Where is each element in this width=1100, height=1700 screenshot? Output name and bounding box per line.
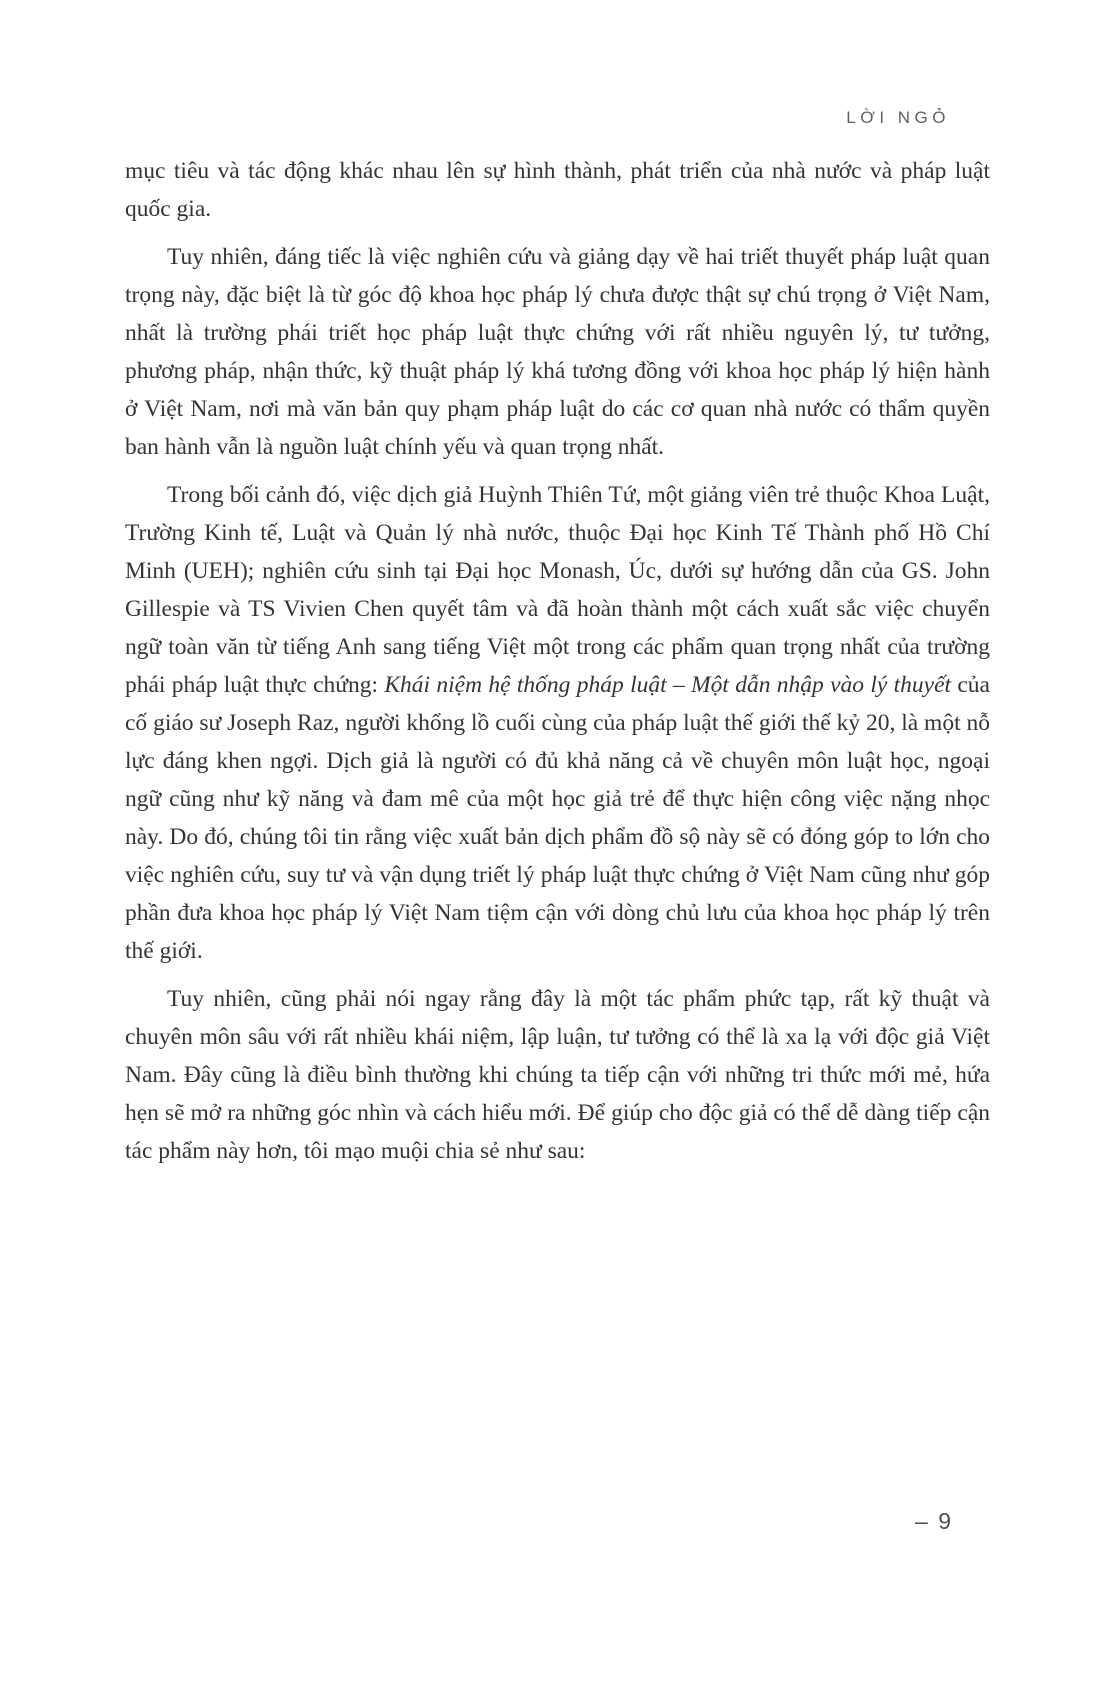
paragraph-4: Tuy nhiên, cũng phải nói ngay rằng đây là một tác phẩm phức tạp, rất kỹ thuật và chuyên môn sâu với rất nhiều khái niệm, lập luận, tư tưởng có thể là xa lạ với độc giả Việt Nam. Đây cũng là điều bình thường khi chúng ta tiếp cận với những tri thức mới mẻ, hứa hẹn sẽ mở ra những góc nhìn và cách hiểu mới. Để giúp cho độc giả có thể dễ dàng tiếp cận tác phẩm này hơn, tôi mạo muội chia sẻ như sau: bbox=[125, 986, 990, 1164]
paragraph-continuation: mục tiêu và tác động khác nhau lên sự hình thành, phát triển của nhà nước và pháp luật quốc gia. bbox=[125, 158, 990, 222]
body-text bbox=[125, 152, 990, 1180]
paragraph-3-text-after: của cố giáo sư Joseph Raz, người khổng lồ cuối cùng của pháp luật thế giới thế kỷ 20, là một nỗ lực đáng khen ngợi. Dịch giả là người có đủ khả năng cả về chuyên môn luật học, ngoại ngữ cũng như kỹ năng và đam mê của một học giả trẻ để thực hiện công việc nặng nhọc này. Do đó, chúng tôi tin rằng việc xuất bản dịch phẩm đồ sộ này sẽ có đóng góp to lớn cho việc nghiên cứu, suy tư và vận dụng triết lý pháp luật thực chứng ở Việt Nam cũng như góp phần đưa khoa học pháp lý Việt Nam tiệm cận với dòng chủ lưu của khoa học pháp lý trên thế giới. bbox=[125, 672, 990, 964]
paragraph-3-text-before: Trong bối cảnh đó, việc dịch giả Huỳnh Thiên Tứ, một giảng viên trẻ thuộc Khoa Luật, Trường Kinh tế, Luật và Quản lý nhà nước, thuộc Đại học Kinh Tế Thành phố Hồ Chí Minh (UEH); nghiên cứu sinh tại Đại học Monash, Úc, dưới sự hướng dẫn của GS. John Gillespie và TS Vivien Chen quyết tâm và đã hoàn thành một cách xuất sắc việc chuyển ngữ toàn văn từ tiếng Anh sang tiếng Việt một trong các phẩm quan trọng nhất của trường phái pháp luật thực chứng: bbox=[125, 482, 990, 698]
book-title-italic: Khái niệm hệ thống pháp luật – Một dẫn nhập vào lý thuyết bbox=[384, 672, 952, 698]
paragraph-3 bbox=[125, 476, 990, 970]
page-number: – 9 bbox=[915, 1508, 953, 1534]
running-header: LỜI NGỎ bbox=[846, 108, 950, 127]
paragraph-2: Tuy nhiên, đáng tiếc là việc nghiên cứu và giảng dạy về hai triết thuyết pháp luật quan trọng này, đặc biệt là từ góc độ khoa học pháp lý chưa được thật sự chú trọng ở Việt Nam, nhất là trường phái triết học pháp luật thực chứng với rất nhiều nguyên lý, tư tưởng, phương pháp, nhận thức, kỹ thuật pháp lý khá tương đồng với khoa học pháp lý hiện hành ở Việt Nam, nơi mà văn bản quy phạm pháp luật do các cơ quan nhà nước có thẩm quyền ban hành vẫn là nguồn luật chính yếu và quan trọng nhất. bbox=[125, 244, 990, 460]
